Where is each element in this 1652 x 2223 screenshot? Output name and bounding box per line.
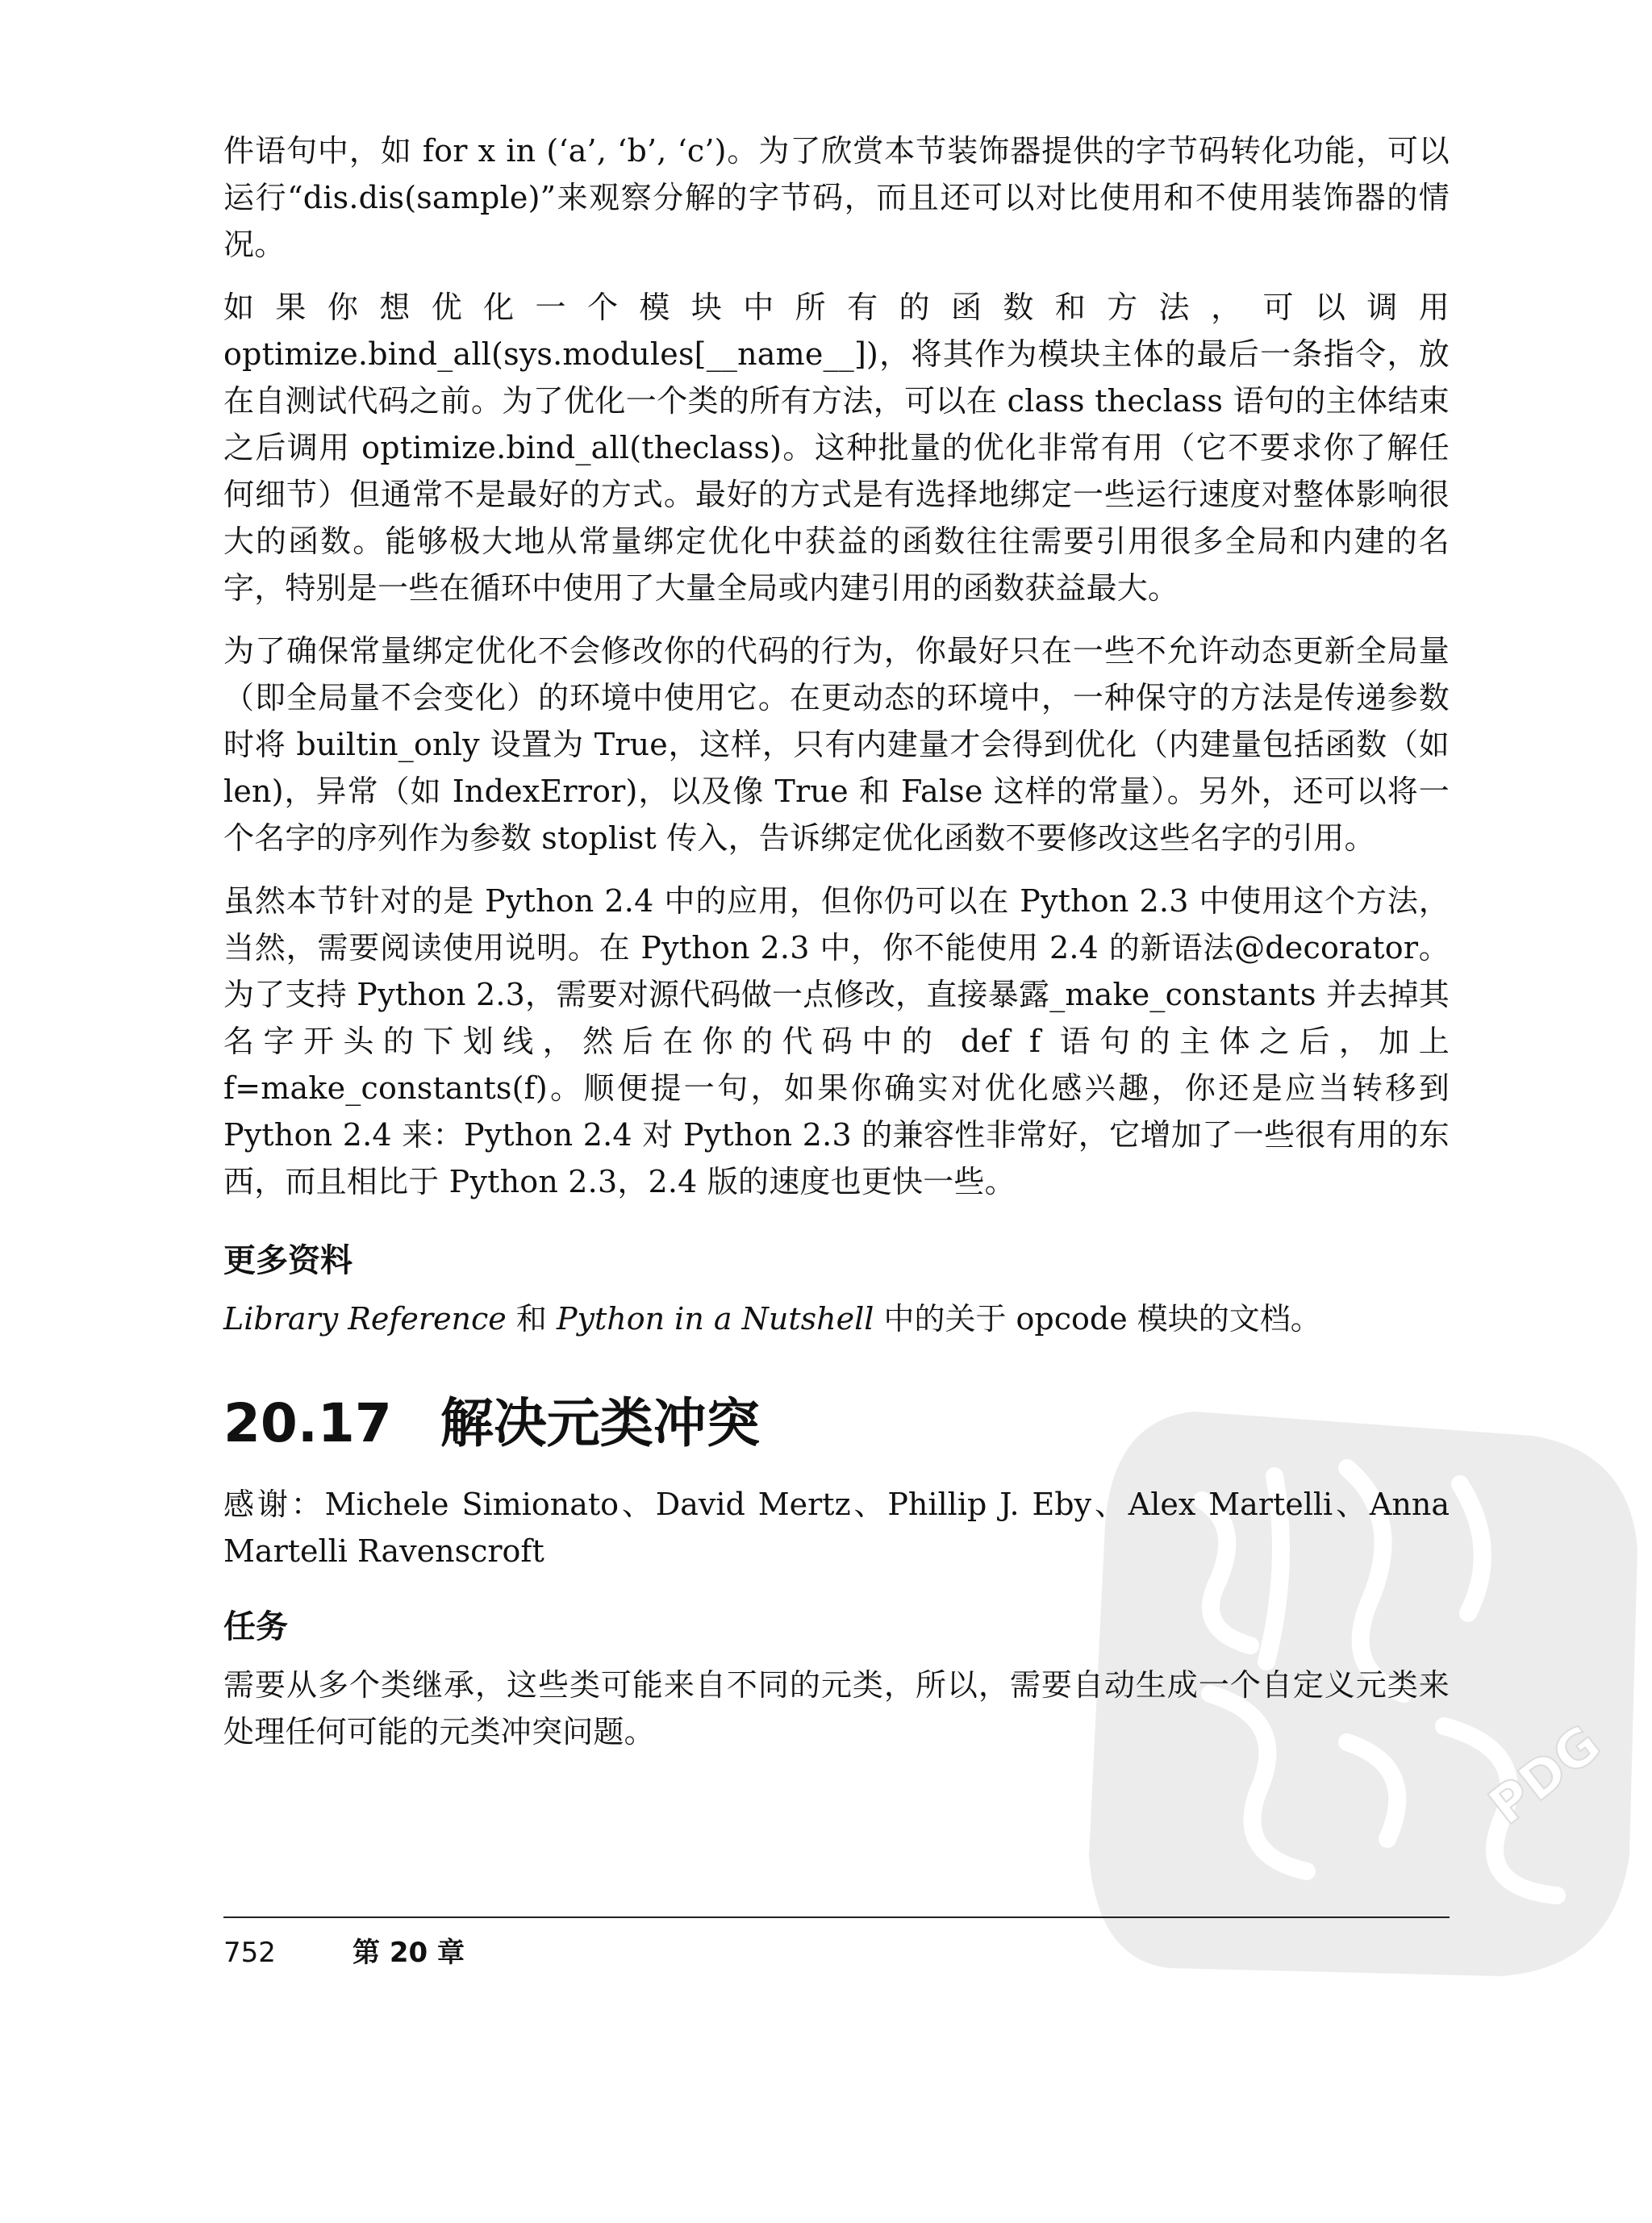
page-number: 752: [223, 1937, 276, 1969]
page-footer: [223, 1933, 465, 1973]
section-number: 20.17: [223, 1392, 392, 1454]
reference-join: 和: [506, 1301, 557, 1337]
watermark-label: PDG: [1478, 1713, 1612, 1837]
body-paragraph-2: 如果你想优化一个模块中所有的函数和方法，可以调用 optimize.bind_all(sys.modules[__name__])，将其作为模块主体的最后一条指令，放在自测试代码之前。为了优化一个类的所有方法，可以在 class theclass 语句的主体结束之后调用 optimize.bind_all(theclass)。这种批量的优化非常有用（它不要求你了解任何细节）但通常不是最好的方式。最好的方式是有选择地绑定一些运行速度对整体影响很大的函数。能够极大地从常量绑定优化中获益的函数往往需要引用很多全局和内建的名字，特别是一些在循环中使用了大量全局或内建引用的函数获益最大。: [223, 290, 1450, 606]
page-content: [223, 127, 1450, 1771]
task-paragraph: 需要从多个类继承，这些类可能来自不同的元类，所以，需要自动生成一个自定义元类来处理任何可能的元类冲突问题。: [223, 1667, 1450, 1750]
credits-names: Michele Simionato、David Mertz、Phillip J. Eby、Alex Martelli、Anna Martelli Ravenscroft: [223, 1487, 1450, 1569]
section-title: 解决元类冲突: [440, 1392, 760, 1454]
body-paragraph-4: 虽然本节针对的是 Python 2.4 中的应用，但你仍可以在 Python 2.3 中使用这个方法，当然，需要阅读使用说明。在 Python 2.3 中，你不能使用 2.4 的新语法@decorator。为了支持 Python 2.3，需要对源代码做一点修改，直接暴露_make_constants 并去掉其名字开头的下划线，然后在你的代码中的 def f 语句的主体之后，加上 f=make_constants(f)。顺便提一句，如果你确实对优化感兴趣，你还是应当转移到 Python 2.4 来：Python 2.4 对 Python 2.3 的兼容性非常好，它增加了一些很有用的东西，而且相比于 Python 2.3，2.4 版的速度也更快一些。: [223, 883, 1450, 1199]
more-info-reference: [223, 1295, 1450, 1342]
body-paragraph-1: 件语句中，如 for x in (‘a’, ‘b’, ‘c’)。为了欣赏本节装饰器提供的字节码转化功能，可以运行“dis.dis(sample)”来观察分解的字节码，而且还可以对比使用和不使用装饰器的情况。: [223, 133, 1450, 262]
reference-rest: 中的关于 opcode 模块的文档。: [874, 1301, 1321, 1337]
section-heading: [223, 1387, 1450, 1460]
credits-label: 感谢：: [223, 1487, 325, 1522]
chapter-label: 第 20 章: [353, 1937, 465, 1969]
section-credits: [223, 1481, 1450, 1574]
more-info-heading: 更多资料: [223, 1242, 353, 1279]
footer-divider: [223, 1916, 1450, 1918]
body-paragraph-3: 为了确保常量绑定优化不会修改你的代码的行为，你最好只在一些不允许动态更新全局量（即全局量不会变化）的环境中使用它。在更动态的环境中，一种保守的方法是传递参数时将 builtin_only 设置为 True，这样，只有内建量才会得到优化（内建量包括函数（如 len)，异常（如 IndexError)，以及像 True 和 False 这样的常量）。另外，还可以将一个名字的序列作为参数 stoplist 传入，告诉绑定优化函数不要修改这些名字的引用。: [223, 633, 1450, 856]
reference-title-library: Library Reference: [223, 1301, 507, 1337]
reference-title-nutshell: Python in a Nutshell: [556, 1301, 874, 1337]
task-heading: 任务: [223, 1608, 288, 1645]
